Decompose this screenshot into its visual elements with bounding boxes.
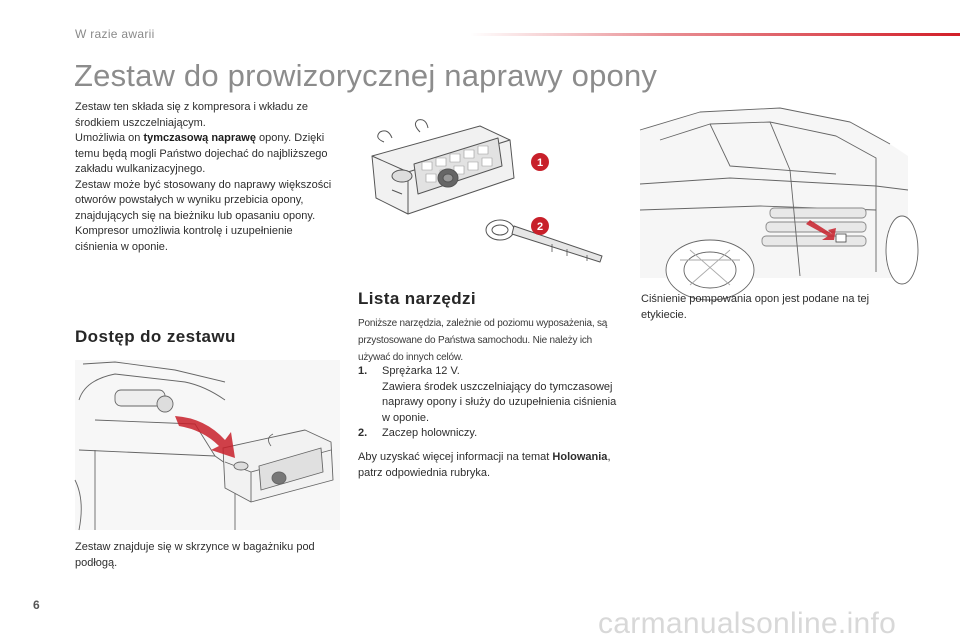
intro-p3: Zestaw może być stosowany do naprawy większości otworów powstałych w wyniku przebicia opony, znajdujących się na bieżniku lub opasaniu opony.: [75, 178, 332, 222]
access-heading: Dostęp do zestawu: [75, 327, 236, 346]
car-label-illustration: [640, 100, 908, 278]
towing-reference-after: , patrz odpowiednia rubryka.: [358, 451, 611, 479]
tools-intro: Poniższe narzędzia, zależnie od poziomu wyposażenia, są przystosowane do Państwa samochodu. Nie należy ich używać do innych celów.: [358, 318, 608, 363]
tools-list: [358, 364, 620, 442]
list-item-description: Zawiera środek uszczelniający do tymczasowej naprawy opony i służy do uzupełnienia ciśnienia w oponie.: [382, 380, 617, 424]
badge-1-label: 1: [536, 157, 544, 169]
towing-reference-link: Holowania: [552, 451, 608, 463]
intro-p2-after: opony. Dzięki temu będą mogli Państwo dojechać do najbliższego zakładu wulkanizacyjnego.: [75, 132, 328, 175]
list-item-title: Sprężarka 12 V.: [382, 365, 460, 377]
tools-illustration: [362, 118, 612, 278]
intro-text: [75, 100, 333, 255]
list-item-number: 2.: [358, 427, 368, 439]
access-caption: Zestaw znajduje się w skrzynce w bagażniku pod podłogą.: [75, 541, 315, 569]
intro-p2-before: Umożliwia on: [75, 132, 144, 144]
page-number: 6: [33, 598, 40, 612]
tyre-pressure-note: Ciśnienie pompowania opon jest podane na tej etykiecie.: [641, 293, 870, 321]
intro-p2-bold: tymczasową naprawę: [143, 132, 256, 144]
watermark: carmanualsonline.info: [598, 607, 897, 640]
list-item: [358, 364, 620, 426]
tools-heading: Lista narzędzi: [358, 289, 477, 308]
list-item: [358, 426, 620, 442]
section-label: W razie awarii: [75, 27, 155, 41]
intro-p1: Zestaw ten składa się z kompresora i wkładu ze środkiem uszczelniającym.: [75, 101, 308, 129]
header-accent-bar: [470, 33, 960, 36]
towing-reference: [358, 450, 620, 481]
towing-reference-before: Aby uzyskać więcej informacji na temat: [358, 451, 553, 463]
page-title: Zestaw do prowizorycznej naprawy opony: [74, 58, 658, 93]
badge-2-label: 2: [536, 221, 544, 233]
intro-p4: Kompresor umożliwia kontrolę i uzupełnienie ciśnienia w oponie.: [75, 225, 293, 253]
list-item-number: 1.: [358, 365, 368, 377]
pressure-label-icon: [836, 234, 846, 242]
trunk-illustration: [75, 360, 340, 530]
list-item-title: Zaczep holowniczy.: [382, 427, 478, 439]
